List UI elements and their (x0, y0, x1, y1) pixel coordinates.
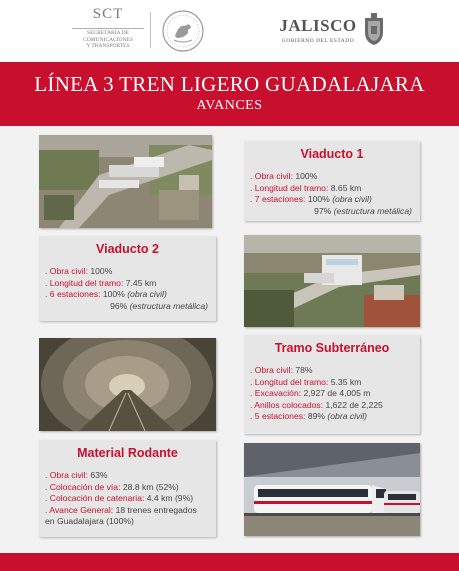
detail-anillos (250, 400, 416, 412)
card-details (250, 365, 416, 423)
card-title: Viaducto 1 (300, 147, 364, 161)
detail-label: . Longitud del tramo: (45, 277, 124, 288)
sct-title: SCT (92, 6, 124, 22)
detail-value: 28.8 km (52%) (122, 481, 179, 492)
detail-label: . Obra civil: (45, 266, 88, 276)
detail-label: . Obra civil: (45, 470, 88, 480)
sct-subtitle-line: SECRETARÍA DE (87, 30, 129, 36)
sct-logo (68, 6, 156, 54)
detail-label: . Avance General: (45, 504, 114, 515)
card-details (45, 266, 212, 312)
detail-value: 63% (90, 470, 108, 480)
detail-value: 2,927 de 4,005 m (303, 388, 371, 398)
card-viaducto-1 (244, 141, 420, 221)
sct-subtitle-line: Y TRANSPORTES (86, 43, 130, 49)
detail-obra-civil (45, 470, 212, 482)
jalisco-subtitle: GOBIERNO DEL ESTADO (281, 38, 355, 44)
detail-label: . Colocación de vía: (45, 481, 121, 492)
photo-light-rail-train (244, 443, 420, 536)
detail-avance-general-cont (45, 516, 212, 528)
detail-label: . Anillos colocados: (250, 399, 324, 410)
detail-label: . 5 estaciones: (250, 411, 306, 421)
detail-value: 18 trenes entregados (115, 504, 197, 515)
detail-longitud (250, 183, 416, 195)
mexico-eagle-seal-icon (160, 8, 206, 54)
detail-value: 100% (102, 289, 125, 299)
detail-value: 4.4 km (9%) (146, 493, 194, 503)
detail-label: . Longitud del tramo: (250, 376, 329, 387)
photo-tunnel (39, 338, 216, 431)
header (0, 0, 459, 62)
card-title: Material Rodante (77, 446, 178, 460)
detail-longitud (45, 278, 212, 290)
detail-colocacion-catenaria (45, 493, 212, 505)
jalisco-crest-icon (362, 12, 386, 46)
detail-value: 100% (90, 266, 113, 276)
detail-obra-civil (250, 365, 416, 377)
detail-value: 100% (307, 194, 330, 204)
card-viaducto-2 (39, 236, 216, 321)
photo-aerial-viaduct-1 (39, 135, 212, 228)
detail-note: (obra civil) (332, 194, 372, 204)
detail-estaciones (250, 194, 416, 206)
footer-bar (0, 553, 459, 571)
detail-value: 96% (110, 300, 128, 311)
detail-label: . Obra civil: (250, 171, 293, 181)
detail-note: (obra civil) (327, 411, 368, 421)
detail-note: (obra civil) (127, 289, 167, 299)
detail-value: 8.65 km (330, 182, 362, 193)
detail-value: 100% (295, 171, 318, 181)
detail-estaciones (45, 289, 212, 301)
detail-label: . 7 estaciones: (250, 194, 306, 204)
detail-label: . 6 estaciones: (45, 289, 101, 299)
card-tramo-subterraneo (244, 335, 420, 434)
page-subtitle: AVANCES (196, 98, 263, 113)
card-title: Tramo Subterráneo (274, 341, 390, 355)
detail-value: 78% (295, 365, 313, 375)
detail-value: 5.35 km (330, 376, 362, 387)
card-details (45, 470, 212, 528)
detail-estructura-metalica (45, 301, 212, 313)
detail-label: . Longitud del tramo: (250, 182, 329, 193)
card-material-rodante (39, 440, 216, 537)
card-title: Viaducto 2 (96, 242, 159, 256)
detail-label: . Excavación: (250, 388, 302, 398)
detail-note: (estructura metálica) (333, 205, 412, 216)
detail-colocacion-via (45, 482, 212, 494)
sct-subtitle-line: COMUNICACIONES (83, 36, 133, 43)
detail-label: . Colocación de catenaria: (45, 493, 145, 503)
sct-subtitle (68, 30, 148, 50)
detail-label: . Obra civil: (250, 365, 293, 375)
jalisco-logo (278, 10, 388, 50)
detail-longitud (250, 377, 416, 389)
detail-value: 89% (307, 411, 326, 421)
detail-estaciones (250, 411, 416, 423)
detail-value: en Guadalajara (100%) (45, 516, 134, 526)
jalisco-title: JALISCO (279, 16, 357, 35)
detail-obra-civil (250, 171, 416, 183)
detail-note: (estructura metálica) (129, 300, 208, 311)
photo-station-viaduct-2 (244, 235, 420, 327)
detail-value: 97% (314, 205, 332, 216)
detail-value: 7.45 km (125, 277, 157, 288)
detail-avance-general (45, 505, 212, 517)
card-details (250, 171, 416, 217)
sct-divider-line (72, 28, 144, 29)
title-banner (0, 62, 459, 126)
page-title: LÍNEA 3 TREN LIGERO GUADALAJARA (34, 72, 425, 96)
detail-excavacion (250, 388, 416, 400)
detail-obra-civil (45, 266, 212, 278)
logo-divider (150, 12, 151, 48)
detail-estructura-metalica (250, 206, 416, 218)
detail-value: 1,622 de 2,225 (325, 399, 383, 410)
